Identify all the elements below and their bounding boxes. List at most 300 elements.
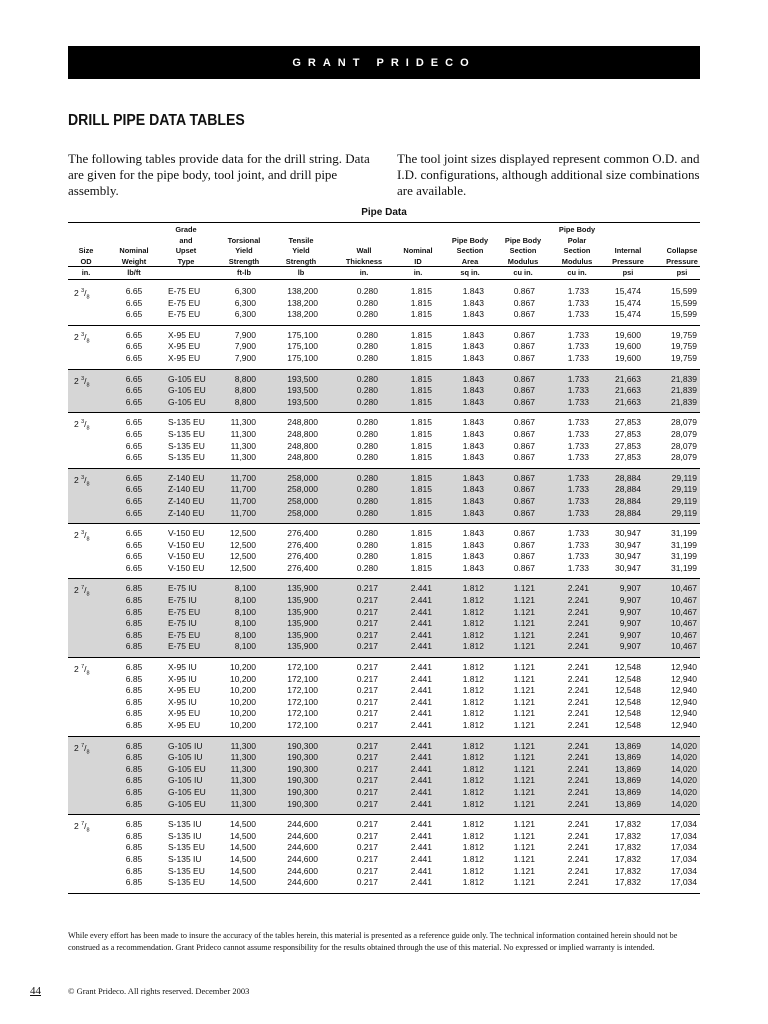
cell-nominal-weight: 6.65 (125, 528, 143, 539)
cell-torsional: 8,100 (234, 606, 256, 617)
cell-grade: E-75 EU (168, 297, 201, 308)
cell-collapse-pressure: 14,020 (671, 740, 697, 751)
cell-nominal-weight: 6.85 (125, 740, 143, 751)
cell-torsional: 14,500 (230, 853, 256, 864)
cell-wall: 0.280 (356, 484, 378, 495)
cell-nominal-id: 1.815 (410, 309, 432, 320)
cell-wall: 0.217 (356, 606, 378, 617)
cell-torsional: 11,300 (230, 417, 256, 428)
cell-collapse-pressure: 12,940 (671, 708, 697, 719)
cell-section-area: 1.843 (462, 507, 484, 518)
cell-torsional: 11,300 (230, 440, 256, 451)
disclaimer: While every effort has been made to insure the accuracy of the tables herein, this material is presented as a reference guide only. The technical information contained herein should not be construed as a recommendation. Grant Prideco cannot assume responsibility for the results obtained through the use of this material. No expressed or implied warranty is intended. (68, 931, 678, 952)
cell-section-modulus: 1.121 (513, 685, 535, 696)
cell-collapse-pressure: 12,940 (671, 673, 697, 684)
cell-collapse-pressure: 17,034 (671, 830, 697, 841)
cell-polar-modulus: 1.733 (567, 507, 589, 518)
cell-internal-pressure: 9,907 (619, 595, 641, 606)
cell-collapse-pressure: 10,467 (671, 618, 697, 629)
cell-polar-modulus: 2.241 (567, 819, 589, 830)
cell-nominal-id: 2.441 (410, 685, 432, 696)
cell-torsional: 10,200 (230, 708, 256, 719)
cell-torsional: 11,300 (230, 452, 256, 463)
cell-section-area: 1.843 (462, 417, 484, 428)
cell-nominal-id: 1.815 (410, 373, 432, 384)
cell-internal-pressure: 13,869 (615, 740, 641, 751)
table-row (68, 819, 700, 831)
cell-nominal-id: 2.441 (410, 786, 432, 797)
cell-wall: 0.280 (356, 373, 378, 384)
cell-polar-modulus: 1.733 (567, 373, 589, 384)
cell-internal-pressure: 27,853 (615, 452, 641, 463)
cell-internal-pressure: 19,600 (615, 341, 641, 352)
cell-nominal-weight: 6.65 (125, 373, 143, 384)
cell-internal-pressure: 9,907 (619, 606, 641, 617)
cell-grade: S-135 EU (168, 842, 205, 853)
cell-nominal-weight: 6.65 (125, 341, 143, 352)
cell-nominal-id: 1.815 (410, 562, 432, 573)
cell-tensile: 175,100 (287, 352, 318, 363)
cell-tensile: 193,500 (287, 373, 318, 384)
cell-polar-modulus: 2.241 (567, 720, 589, 730)
cell-internal-pressure: 9,907 (619, 583, 641, 594)
cell-section-modulus: 1.121 (513, 740, 535, 751)
cell-internal-pressure: 19,600 (615, 329, 641, 340)
cell-collapse-pressure: 15,599 (671, 297, 697, 308)
cell-torsional: 6,300 (234, 297, 256, 308)
table-row (68, 877, 700, 889)
cell-torsional: 7,900 (234, 341, 256, 352)
table-row (68, 831, 700, 843)
cell-nominal-id: 2.441 (410, 673, 432, 684)
cell-collapse-pressure: 28,079 (671, 417, 697, 428)
cell-section-modulus: 1.121 (513, 763, 535, 774)
cell-torsional: 10,200 (230, 673, 256, 684)
cell-polar-modulus: 2.241 (567, 662, 589, 673)
table-row (68, 484, 700, 496)
cell-tensile: 248,800 (287, 452, 318, 463)
intro-left-paragraph: The following tables provide data for the drill string. Data are given for the pipe body, tool joint, and drill pipe assembly. (68, 151, 370, 198)
cell-grade: S-135 EU (168, 428, 205, 439)
cell-internal-pressure: 13,869 (615, 786, 641, 797)
table-row (68, 330, 700, 342)
cell-polar-modulus: 2.241 (567, 853, 589, 864)
cell-collapse-pressure: 29,119 (671, 472, 697, 483)
cell-collapse-pressure: 29,119 (671, 484, 697, 495)
cell-polar-modulus: 1.733 (567, 329, 589, 340)
cell-torsional: 11,300 (230, 775, 256, 786)
cell-section-area: 1.843 (462, 472, 484, 483)
cell-grade: V-150 EU (168, 539, 205, 550)
cell-grade: S-135 EU (168, 452, 205, 463)
cell-section-area: 1.812 (462, 629, 484, 640)
cell-wall: 0.217 (356, 708, 378, 719)
cell-wall: 0.280 (356, 417, 378, 428)
cell-polar-modulus: 1.733 (567, 551, 589, 562)
cell-wall: 0.217 (356, 752, 378, 763)
page-number: 44 (30, 985, 41, 997)
cell-collapse-pressure: 28,079 (671, 428, 697, 439)
cell-section-area: 1.843 (462, 440, 484, 451)
header-torsional: Torsional Yield Strength (227, 235, 261, 266)
cell-tensile: 175,100 (287, 329, 318, 340)
table-row (68, 496, 700, 508)
cell-tensile: 244,600 (287, 865, 318, 876)
cell-tensile: 276,400 (287, 562, 318, 573)
cell-torsional: 11,300 (230, 786, 256, 797)
cell-section-modulus: 0.867 (513, 297, 535, 308)
cell-nominal-id: 2.441 (410, 763, 432, 774)
header-size-od: Size OD (78, 246, 94, 266)
cell-tensile: 172,100 (287, 685, 318, 696)
cell-torsional: 10,200 (230, 662, 256, 673)
cell-section-area: 1.812 (462, 752, 484, 763)
size-od-cell: 2 $^3/_8$ (74, 474, 90, 488)
cell-grade: V-150 EU (168, 551, 205, 562)
cell-internal-pressure: 19,600 (615, 352, 641, 363)
cell-wall: 0.217 (356, 618, 378, 629)
cell-tensile: 193,500 (287, 396, 318, 407)
cell-wall: 0.217 (356, 842, 378, 853)
table-caption: Pipe Data (361, 207, 407, 218)
header-rule (68, 266, 700, 267)
cell-polar-modulus: 1.733 (567, 428, 589, 439)
unit-polar-modulus: cu in. (567, 268, 587, 277)
cell-polar-modulus: 2.241 (567, 877, 589, 888)
cell-internal-pressure: 15,474 (615, 286, 641, 296)
cell-torsional: 8,100 (234, 583, 256, 594)
unit-nominal-weight: lb/ft (127, 268, 141, 277)
cell-section-area: 1.843 (462, 396, 484, 407)
cell-grade: E-75 EU (168, 286, 201, 296)
cell-internal-pressure: 30,947 (615, 539, 641, 550)
cell-section-modulus: 1.121 (513, 830, 535, 841)
cell-tensile: 172,100 (287, 673, 318, 684)
cell-internal-pressure: 17,832 (615, 877, 641, 888)
cell-section-modulus: 0.867 (513, 309, 535, 320)
cell-nominal-weight: 6.85 (125, 798, 143, 809)
cell-grade: G-105 EU (168, 763, 206, 774)
cell-nominal-id: 1.815 (410, 495, 432, 506)
cell-torsional: 14,500 (230, 830, 256, 841)
header-section-modulus: Pipe Body Section Modulus (504, 235, 542, 266)
cell-grade: X-95 EU (168, 685, 201, 696)
cell-grade: E-75 IU (168, 583, 197, 594)
unit-torsional: ft-lb (237, 268, 251, 277)
cell-tensile: 258,000 (287, 507, 318, 518)
cell-nominal-weight: 6.85 (125, 673, 143, 684)
cell-nominal-weight: 6.85 (125, 752, 143, 763)
table-row (68, 607, 700, 619)
cell-section-area: 1.843 (462, 562, 484, 573)
cell-section-area: 1.812 (462, 842, 484, 853)
cell-collapse-pressure: 10,467 (671, 606, 697, 617)
cell-tensile: 135,900 (287, 629, 318, 640)
cell-internal-pressure: 13,869 (615, 763, 641, 774)
cell-section-modulus: 0.867 (513, 286, 535, 296)
cell-internal-pressure: 30,947 (615, 551, 641, 562)
cell-wall: 0.217 (356, 595, 378, 606)
cell-wall: 0.280 (356, 309, 378, 320)
cell-collapse-pressure: 17,034 (671, 865, 697, 876)
cell-section-modulus: 0.867 (513, 385, 535, 396)
cell-grade: V-150 EU (168, 528, 205, 539)
cell-section-modulus: 0.867 (513, 495, 535, 506)
cell-polar-modulus: 2.241 (567, 775, 589, 786)
pipe-size-group (68, 370, 700, 414)
cell-torsional: 10,200 (230, 685, 256, 696)
cell-section-area: 1.843 (462, 385, 484, 396)
cell-tensile: 138,200 (287, 297, 318, 308)
cell-section-modulus: 1.121 (513, 629, 535, 640)
cell-torsional: 8,800 (234, 385, 256, 396)
table-row (68, 764, 700, 776)
cell-section-area: 1.812 (462, 763, 484, 774)
cell-section-modulus: 1.121 (513, 673, 535, 684)
cell-nominal-weight: 6.65 (125, 551, 143, 562)
cell-collapse-pressure: 29,119 (671, 507, 697, 518)
cell-grade: E-75 EU (168, 309, 201, 320)
cell-polar-modulus: 1.733 (567, 385, 589, 396)
cell-collapse-pressure: 19,759 (671, 341, 697, 352)
cell-wall: 0.217 (356, 720, 378, 730)
cell-internal-pressure: 27,853 (615, 440, 641, 451)
cell-nominal-weight: 6.85 (125, 595, 143, 606)
table-row (68, 441, 700, 453)
cell-torsional: 8,100 (234, 641, 256, 652)
cell-grade: S-135 IU (168, 819, 202, 830)
pipe-size-group (68, 658, 700, 737)
cell-section-modulus: 1.121 (513, 583, 535, 594)
cell-torsional: 11,700 (230, 472, 256, 483)
cell-grade: X-95 EU (168, 329, 201, 340)
intro-right-paragraph: The tool joint sizes displayed represent common O.D. and I.D. configurations, although additional size combinations are available. (397, 151, 700, 198)
cell-grade: G-105 EU (168, 786, 206, 797)
cell-internal-pressure: 17,832 (615, 853, 641, 864)
cell-grade: X-95 EU (168, 352, 201, 363)
cell-tensile: 172,100 (287, 662, 318, 673)
cell-nominal-weight: 6.65 (125, 495, 143, 506)
table-row (68, 630, 700, 642)
cell-polar-modulus: 2.241 (567, 641, 589, 652)
table-row (68, 641, 700, 653)
cell-section-modulus: 1.121 (513, 720, 535, 730)
cell-wall: 0.280 (356, 286, 378, 296)
size-od-cell: 2 $^3/_8$ (74, 375, 90, 389)
size-od-cell: 2 $^3/_8$ (74, 287, 90, 301)
cell-section-modulus: 1.121 (513, 606, 535, 617)
cell-torsional: 7,900 (234, 329, 256, 340)
unit-nominal-id: in. (413, 268, 423, 277)
cell-wall: 0.217 (356, 877, 378, 888)
cell-nominal-weight: 6.65 (125, 562, 143, 573)
cell-nominal-id: 2.441 (410, 641, 432, 652)
pipe-size-group (68, 282, 700, 326)
cell-nominal-id: 1.815 (410, 551, 432, 562)
table-row (68, 385, 700, 397)
cell-nominal-weight: 6.85 (125, 786, 143, 797)
cell-nominal-id: 1.815 (410, 528, 432, 539)
table-row (68, 429, 700, 441)
cell-collapse-pressure: 17,034 (671, 819, 697, 830)
cell-torsional: 11,700 (230, 495, 256, 506)
cell-section-area: 1.812 (462, 595, 484, 606)
cell-nominal-weight: 6.85 (125, 708, 143, 719)
cell-torsional: 10,200 (230, 720, 256, 730)
table-header (68, 225, 700, 267)
cell-polar-modulus: 1.733 (567, 452, 589, 463)
cell-nominal-id: 2.441 (410, 595, 432, 606)
header-tensile: Tensile Yield Strength (285, 235, 317, 266)
cell-grade: G-105 EU (168, 385, 206, 396)
cell-internal-pressure: 28,884 (615, 472, 641, 483)
cell-section-area: 1.812 (462, 798, 484, 809)
cell-wall: 0.217 (356, 830, 378, 841)
cell-collapse-pressure: 17,034 (671, 842, 697, 853)
cell-polar-modulus: 1.733 (567, 396, 589, 407)
cell-section-modulus: 1.121 (513, 842, 535, 853)
cell-internal-pressure: 28,884 (615, 507, 641, 518)
cell-nominal-id: 2.441 (410, 775, 432, 786)
cell-section-modulus: 0.867 (513, 417, 535, 428)
cell-wall: 0.217 (356, 740, 378, 751)
cell-nominal-id: 1.815 (410, 507, 432, 518)
table-row (68, 452, 700, 464)
cell-tensile: 190,300 (287, 763, 318, 774)
cell-nominal-id: 2.441 (410, 830, 432, 841)
size-od-cell: 2 $^3/_8$ (74, 529, 90, 543)
size-od-cell: 2 $^7/_8$ (74, 585, 90, 598)
cell-nominal-weight: 6.85 (125, 662, 143, 673)
cell-polar-modulus: 1.733 (567, 528, 589, 539)
cell-collapse-pressure: 17,034 (671, 877, 697, 888)
cell-nominal-weight: 6.85 (125, 819, 143, 830)
table-row (68, 854, 700, 866)
cell-nominal-weight: 6.65 (125, 417, 143, 428)
cell-grade: S-135 EU (168, 865, 205, 876)
cell-nominal-weight: 6.65 (125, 452, 143, 463)
cell-torsional: 12,500 (230, 551, 256, 562)
cell-internal-pressure: 15,474 (615, 297, 641, 308)
pipe-size-group (68, 326, 700, 370)
cell-nominal-weight: 6.85 (125, 618, 143, 629)
cell-collapse-pressure: 19,759 (671, 352, 697, 363)
cell-nominal-id: 2.441 (410, 618, 432, 629)
cell-section-area: 1.843 (462, 341, 484, 352)
cell-torsional: 14,500 (230, 865, 256, 876)
cell-section-modulus: 1.121 (513, 877, 535, 888)
header-section-area: Pipe Body Section Area (451, 235, 489, 266)
cell-grade: G-105 EU (168, 373, 206, 384)
cell-nominal-weight: 6.65 (125, 539, 143, 550)
cell-nominal-weight: 6.85 (125, 606, 143, 617)
cell-wall: 0.280 (356, 297, 378, 308)
cell-nominal-id: 1.815 (410, 341, 432, 352)
cell-grade: X-95 EU (168, 720, 201, 730)
cell-polar-modulus: 1.733 (567, 484, 589, 495)
cell-nominal-id: 2.441 (410, 606, 432, 617)
cell-polar-modulus: 2.241 (567, 696, 589, 707)
table-row (68, 674, 700, 686)
cell-section-modulus: 1.121 (513, 595, 535, 606)
table-row (68, 551, 700, 563)
cell-tensile: 190,300 (287, 798, 318, 809)
cell-internal-pressure: 17,832 (615, 830, 641, 841)
cell-collapse-pressure: 12,940 (671, 662, 697, 673)
cell-section-modulus: 0.867 (513, 528, 535, 539)
cell-polar-modulus: 2.241 (567, 752, 589, 763)
units-row (68, 268, 700, 278)
cell-tensile: 244,600 (287, 853, 318, 864)
cell-nominal-weight: 6.85 (125, 696, 143, 707)
cell-collapse-pressure: 28,079 (671, 452, 697, 463)
cell-section-area: 1.812 (462, 708, 484, 719)
brand-name: GRANT PRIDECO (292, 56, 476, 69)
cell-section-area: 1.843 (462, 484, 484, 495)
table-row (68, 583, 700, 595)
cell-nominal-weight: 6.65 (125, 484, 143, 495)
cell-torsional: 14,500 (230, 819, 256, 830)
cell-nominal-weight: 6.65 (125, 507, 143, 518)
cell-polar-modulus: 2.241 (567, 595, 589, 606)
cell-section-modulus: 1.121 (513, 798, 535, 809)
cell-tensile: 244,600 (287, 830, 318, 841)
unit-internal-pressure: psi (622, 268, 634, 277)
pipe-size-group (68, 579, 700, 658)
table-row (68, 618, 700, 630)
unit-wall: in. (359, 268, 369, 277)
cell-grade: X-95 IU (168, 696, 197, 707)
cell-grade: X-95 EU (168, 708, 201, 719)
cell-section-modulus: 1.121 (513, 696, 535, 707)
cell-tensile: 244,600 (287, 819, 318, 830)
cell-nominal-id: 2.441 (410, 877, 432, 888)
cell-section-modulus: 1.121 (513, 853, 535, 864)
cell-nominal-id: 1.815 (410, 440, 432, 451)
cell-section-modulus: 0.867 (513, 452, 535, 463)
cell-nominal-id: 2.441 (410, 752, 432, 763)
cell-section-modulus: 0.867 (513, 329, 535, 340)
cell-internal-pressure: 12,548 (615, 720, 641, 730)
cell-nominal-weight: 6.65 (125, 396, 143, 407)
cell-tensile: 138,200 (287, 286, 318, 296)
cell-nominal-id: 1.815 (410, 352, 432, 363)
cell-tensile: 172,100 (287, 708, 318, 719)
cell-collapse-pressure: 14,020 (671, 752, 697, 763)
cell-torsional: 11,300 (230, 428, 256, 439)
cell-torsional: 10,200 (230, 696, 256, 707)
cell-collapse-pressure: 19,759 (671, 329, 697, 340)
cell-polar-modulus: 2.241 (567, 606, 589, 617)
cell-section-modulus: 1.121 (513, 865, 535, 876)
cell-nominal-id: 2.441 (410, 662, 432, 673)
cell-tensile: 244,600 (287, 877, 318, 888)
cell-nominal-id: 2.441 (410, 696, 432, 707)
cell-nominal-weight: 6.85 (125, 853, 143, 864)
cell-wall: 0.280 (356, 495, 378, 506)
cell-grade: G-105 IU (168, 775, 203, 786)
header-polar-modulus: Pipe Body Polar Section Modulus (558, 225, 596, 266)
cell-polar-modulus: 1.733 (567, 472, 589, 483)
cell-internal-pressure: 12,548 (615, 662, 641, 673)
cell-collapse-pressure: 29,119 (671, 495, 697, 506)
unit-collapse-pressure: psi (676, 268, 688, 277)
cell-collapse-pressure: 14,020 (671, 775, 697, 786)
cell-section-area: 1.812 (462, 740, 484, 751)
cell-grade: S-135 IU (168, 853, 202, 864)
cell-internal-pressure: 12,548 (615, 708, 641, 719)
cell-collapse-pressure: 12,940 (671, 696, 697, 707)
